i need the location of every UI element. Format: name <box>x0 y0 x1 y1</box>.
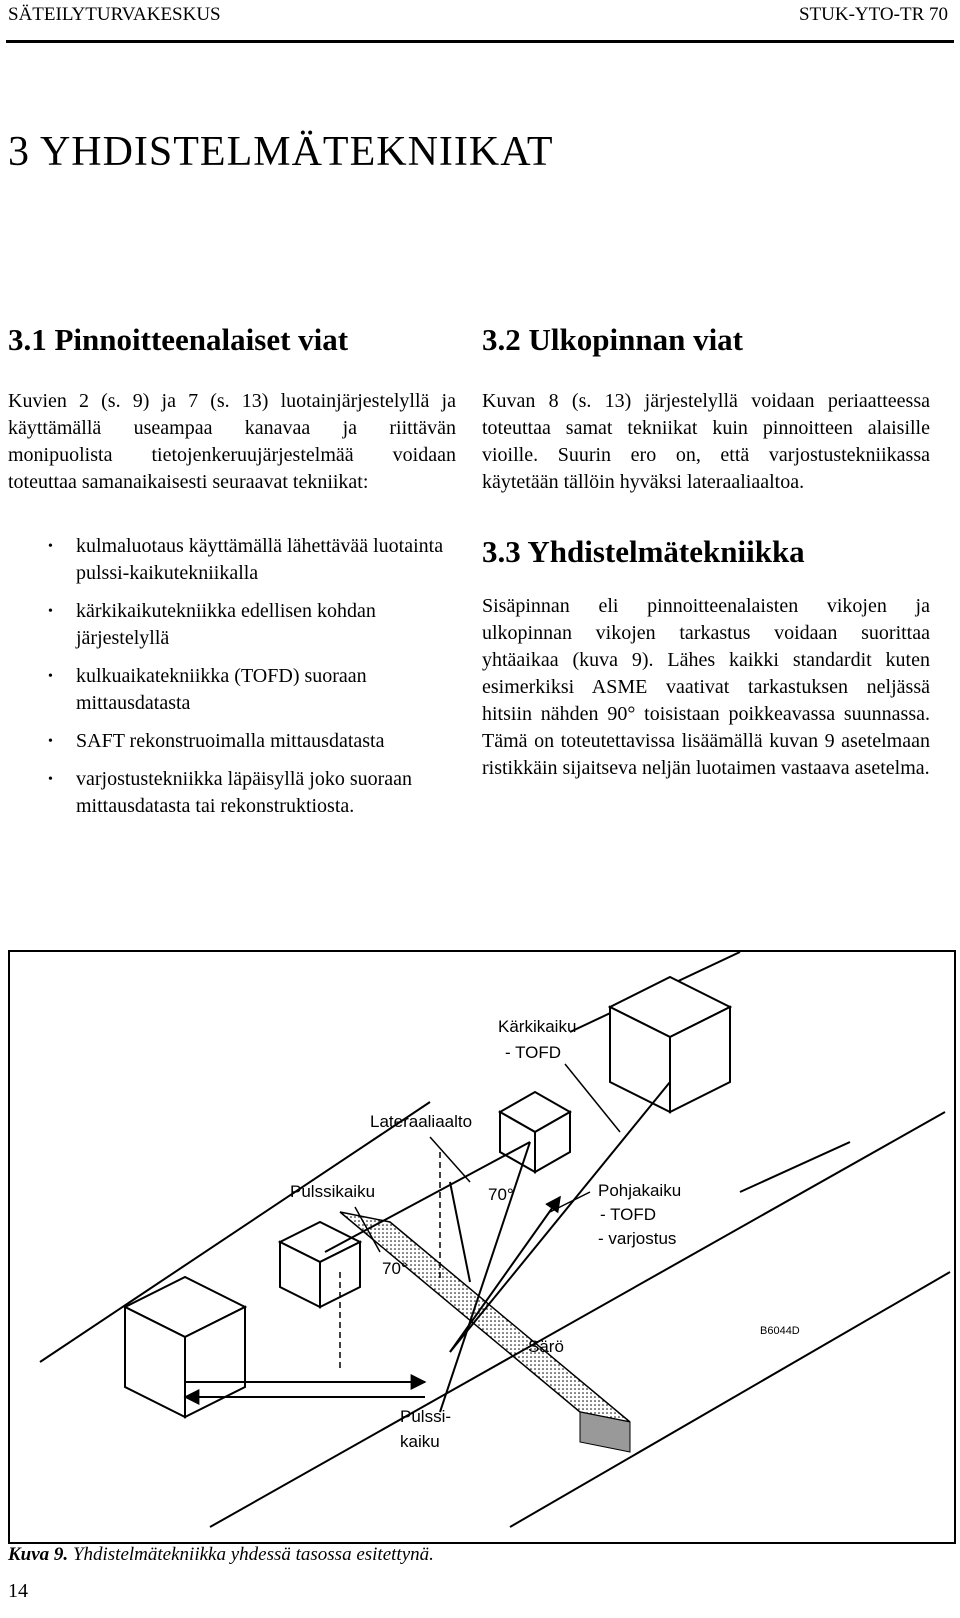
figure-caption <box>8 1544 434 1566</box>
section-3-3-text: Sisäpinnan eli pinnoitteenalaisten vikojen ja ulkopinnan vikojen tarkastus voidaan suorittaa yhtäaikaa (kuva 9). Lähes kaikki standardit kuten esimerkiksi ASME vaativat tarkastuksen neljässä hitsiin nähden 90° toisistaan poikkeavassa suunnassa. Tämä on toteutettavissa lisäämällä kuvan 9 asetelmaan ristikkäin sijaitseva neljän luotaimen vastaava asetelma. <box>482 595 930 779</box>
bullet-dot: • <box>48 604 53 619</box>
section-3-2-text: Kuvan 8 (s. 13) järjestelyllä voidaan periaatteessa toteuttaa samat tekniikat kuin pinnoitteen alaisille vioille. Suurin ero on, että varjostustekniikassa käytetään tällöin hyväksi lateraaliaaltoa. <box>482 390 930 493</box>
figure-diagram <box>10 952 954 1542</box>
bullet-item <box>48 598 456 652</box>
pointer-lateraali <box>430 1137 470 1182</box>
probe-cube-pulssikaiku <box>280 1222 360 1307</box>
bullet-text: kulkuaikatekniikka (TOFD) suoraan mittausdatasta <box>76 665 367 714</box>
label-pohjakaiku: Pohjakaiku <box>598 1181 682 1200</box>
caption-label: Kuva 9. <box>8 1544 69 1565</box>
label-angle-right: 70° <box>488 1185 514 1204</box>
section-3-2-title: 3.2 Ulkopinnan viat <box>482 322 744 357</box>
bullet-dot: • <box>48 772 53 787</box>
figure-code: B6044D <box>760 1325 800 1337</box>
running-header-right: STUK-YTO-TR 70 <box>798 4 948 25</box>
crack-band <box>340 1212 630 1422</box>
probe-cube-lateraali <box>500 1092 570 1172</box>
bullet-item <box>48 766 456 820</box>
bullet-dot: • <box>48 539 53 554</box>
label-pohjakaiku-varjostus: - varjostus <box>598 1229 677 1248</box>
section-3-3-title: 3.3 Yhdistelmätekniikka <box>482 534 805 569</box>
bullet-item <box>48 728 456 755</box>
label-kaiku: kaiku <box>400 1432 440 1451</box>
label-pohjakaiku-tofd: - TOFD <box>600 1205 657 1224</box>
figure-9 <box>8 950 956 1544</box>
bullet-item <box>48 533 456 587</box>
bullet-dot: • <box>48 734 53 749</box>
label-angle-left: 70° <box>382 1259 408 1278</box>
running-header-left: SÄTEILYTURVAKESKUS <box>8 4 221 25</box>
label-karkikaiku: Kärkikaiku <box>498 1017 577 1036</box>
page-number: 14 <box>8 1580 28 1602</box>
bullet-item <box>48 663 456 717</box>
section-3-1-intro: Kuvien 2 (s. 9) ja 7 (s. 13) luotainjärjestelyllä ja käyttämällä useampaa kanavaa ja riittävän monipuolista tietojenkeruujärjestelmää voidaan toteuttaa samanaikaisesti seuraavat tekniikat: <box>8 390 456 493</box>
bullet-text: varjostustekniikka läpäisyllä joko suoraan mittausdatasta tai rekonstruktiosta. <box>76 768 413 817</box>
probe-cube-large-right <box>610 977 730 1112</box>
bullet-dot: • <box>48 669 53 684</box>
caption-text: Yhdistelmätekniikka yhdessä tasossa esitettynä. <box>72 1544 434 1565</box>
plate-right-edge <box>740 1142 850 1192</box>
section-3-1-title: 3.1 Pinnoitteenalaiset viat <box>8 322 349 357</box>
bullet-text: SAFT rekonstruoimalla mittausdatasta <box>76 730 385 752</box>
chapter-title: 3 YHDISTELMÄTEKNIIKAT <box>8 129 554 175</box>
bullet-text: kulmaluotaus käyttämällä lähettävää luotainta pulssi-kaikutekniikalla <box>76 535 444 584</box>
crack-top-line <box>450 1182 470 1282</box>
label-lateraaliaalto: Lateraaliaalto <box>370 1112 473 1131</box>
label-pulssi: Pulssi- <box>400 1407 452 1426</box>
bullet-text: kärkikaikutekniikka edellisen kohdan järjestelyllä <box>76 600 376 649</box>
label-karkikaiku-tofd: - TOFD <box>505 1043 562 1062</box>
label-saro: Särö <box>528 1337 564 1356</box>
header-rule <box>6 40 954 43</box>
label-pulssikaiku: Pulssikaiku <box>290 1182 376 1201</box>
